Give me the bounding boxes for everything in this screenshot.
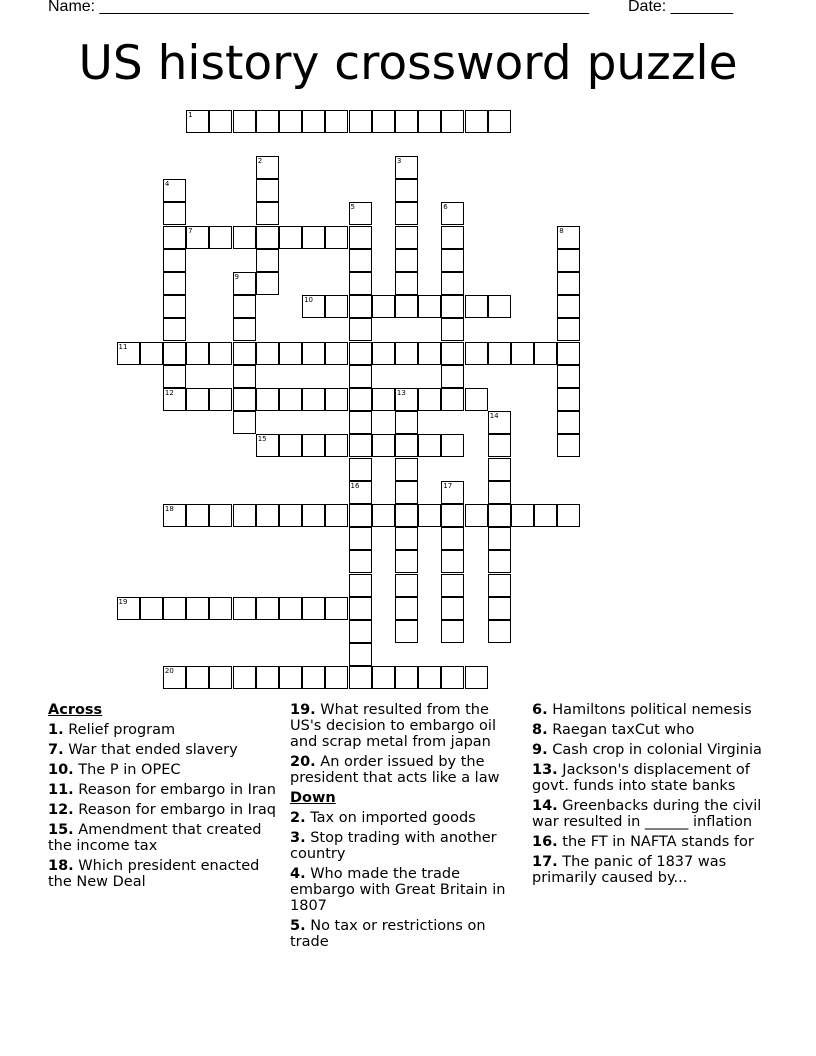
grid-cell[interactable] [302,295,325,318]
grid-cell[interactable] [488,110,511,133]
grid-cell[interactable] [488,295,511,318]
grid-cell[interactable] [186,342,209,365]
clues-column-2 [290,702,520,954]
grid-cell[interactable] [186,110,209,133]
grid-cell[interactable] [441,481,464,504]
grid-cell[interactable] [511,342,534,365]
grid-cell[interactable] [163,179,186,202]
grid-cell[interactable] [302,504,325,527]
grid-cell[interactable] [325,295,348,318]
grid-cell[interactable] [349,574,372,597]
grid-cell[interactable] [441,365,464,388]
grid-cell[interactable] [279,666,302,689]
clues-column-1 [48,702,280,894]
clue-number: 1 [188,110,193,119]
grid-cell[interactable] [465,666,488,689]
grid-cell[interactable] [441,434,464,457]
date-field[interactable]: Date: _______ [628,0,733,15]
grid-cell[interactable] [302,226,325,249]
grid-cell[interactable] [279,388,302,411]
grid-cell[interactable] [325,504,348,527]
grid-cell[interactable] [395,550,418,573]
grid-cell[interactable] [557,295,580,318]
grid-cell[interactable] [256,388,279,411]
clue-number: 17 [443,481,453,490]
grid-cell[interactable] [163,342,186,365]
grid-cell[interactable] [325,434,348,457]
grid-cell[interactable] [163,504,186,527]
clue-across-18: 18. Which president enacted the New Deal [48,858,260,890]
clue-across-1: 1. Relief program [48,722,176,738]
grid-cell[interactable] [372,295,395,318]
grid-cell[interactable] [140,342,163,365]
grid-cell[interactable] [233,272,256,295]
grid-cell[interactable] [372,110,395,133]
grid-cell[interactable] [325,666,348,689]
grid-cell[interactable] [349,249,372,272]
grid-cell[interactable] [441,318,464,341]
grid-cell[interactable] [256,156,279,179]
grid-cell[interactable] [488,411,511,434]
grid-cell[interactable] [395,597,418,620]
grid-cell[interactable] [349,643,372,666]
grid-cell[interactable] [302,342,325,365]
grid-cell[interactable] [488,481,511,504]
grid-cell[interactable] [557,342,580,365]
grid-cell[interactable] [395,481,418,504]
grid-cell[interactable] [186,504,209,527]
clue-number: 9 [234,272,239,281]
grid-cell[interactable] [441,666,464,689]
grid-cell[interactable] [349,110,372,133]
grid-cell[interactable] [349,504,372,527]
grid-cell[interactable] [163,226,186,249]
grid-cell[interactable] [557,504,580,527]
grid-cell[interactable] [325,226,348,249]
grid-cell[interactable] [488,458,511,481]
clue-number: 3 [396,156,402,165]
grid-cell[interactable] [488,597,511,620]
grid-cell[interactable] [233,666,256,689]
grid-cell[interactable] [349,202,372,225]
grid-cell[interactable] [163,272,186,295]
clue-down-9: 9. Cash crop in colonial Virginia [532,742,762,758]
clue-down-5: 5. No tax or restrictions on trade [290,918,486,950]
grid-cell[interactable] [395,458,418,481]
grid-cell[interactable] [233,365,256,388]
grid-cell[interactable] [349,666,372,689]
clue-down-17: 17. The panic of 1837 was primarily caused by... [532,854,727,886]
grid-cell[interactable] [557,365,580,388]
grid-cell[interactable] [488,620,511,643]
grid-cell[interactable] [372,434,395,457]
grid-cell[interactable] [279,504,302,527]
grid-cell[interactable] [209,666,232,689]
clues-column-3 [532,702,772,890]
clue-down-3: 3. Stop trading with another country [290,830,497,862]
clue-number: 15 [257,435,267,444]
grid-cell[interactable] [395,226,418,249]
grid-cell[interactable] [233,411,256,434]
grid-cell[interactable] [557,388,580,411]
clue-number: 8 [559,226,564,235]
clue-across-19: 19. What resulted from the US's decision to embargo oil and scrap metal from japan [290,702,496,750]
grid-cell[interactable] [325,597,348,620]
grid-cell[interactable] [186,388,209,411]
clue-number: 7 [188,226,193,235]
clue-down-6: 6. Hamiltons political nemesis [532,702,752,718]
grid-cell[interactable] [441,110,464,133]
grid-cell[interactable] [488,527,511,550]
clue-across-15: 15. Amendment that created the income tax [48,822,262,854]
grid-cell[interactable] [349,481,372,504]
grid-cell[interactable] [302,110,325,133]
grid-cell[interactable] [256,597,279,620]
clue-number: 6 [443,203,448,212]
clue-down-16: 16. the FT in NAFTA stands for [532,834,754,850]
clue-across-7: 7. War that ended slavery [48,742,238,758]
clue-number: 16 [350,481,360,490]
clue-number: 19 [118,597,128,606]
clue-across-12: 12. Reason for embargo in Iraq [48,802,276,818]
grid-cell[interactable] [395,342,418,365]
grid-cell[interactable] [465,388,488,411]
grid-cell[interactable] [256,272,279,295]
grid-cell[interactable] [349,620,372,643]
grid-cell[interactable] [186,666,209,689]
grid-cell[interactable] [488,504,511,527]
grid-cell[interactable] [209,597,232,620]
grid-cell[interactable] [557,226,580,249]
grid-cell[interactable] [465,504,488,527]
grid-cell[interactable] [163,295,186,318]
down-heading: Down [290,790,336,806]
grid-cell[interactable] [279,342,302,365]
grid-cell[interactable] [395,179,418,202]
clue-down-13: 13. Jackson's displacement of govt. funds into state banks [532,762,750,794]
grid-cell[interactable] [349,318,372,341]
grid-cell[interactable] [372,388,395,411]
grid-cell[interactable] [349,434,372,457]
grid-cell[interactable] [395,388,418,411]
grid-cell[interactable] [441,620,464,643]
grid-cell[interactable] [395,272,418,295]
grid-cell[interactable] [465,342,488,365]
grid-cell[interactable] [557,249,580,272]
grid-cell[interactable] [279,597,302,620]
grid-cell[interactable] [256,249,279,272]
grid-cell[interactable] [441,527,464,550]
clue-across-10: 10. The P in OPEC [48,762,181,778]
grid-cell[interactable] [395,666,418,689]
grid-cell[interactable] [418,388,441,411]
grid-cell[interactable] [395,249,418,272]
grid-cell[interactable] [325,388,348,411]
grid-cell[interactable] [441,295,464,318]
grid-cell[interactable] [279,226,302,249]
grid-cell[interactable] [233,342,256,365]
grid-cell[interactable] [349,365,372,388]
grid-cell[interactable] [256,202,279,225]
grid-cell[interactable] [395,202,418,225]
grid-cell[interactable] [163,666,186,689]
grid-cell[interactable] [395,295,418,318]
grid-cell[interactable] [418,295,441,318]
grid-cell[interactable] [395,110,418,133]
grid-cell[interactable] [557,434,580,457]
grid-cell[interactable] [395,411,418,434]
grid-cell[interactable] [395,620,418,643]
grid-cell[interactable] [441,226,464,249]
grid-cell[interactable] [233,110,256,133]
grid-cell[interactable] [163,249,186,272]
clue-number: 12 [164,388,174,397]
grid-cell[interactable] [163,318,186,341]
grid-cell[interactable] [279,110,302,133]
grid-cell[interactable] [557,318,580,341]
grid-cell[interactable] [256,504,279,527]
grid-cell[interactable] [349,527,372,550]
grid-cell[interactable] [325,342,348,365]
clue-across-20: 20. An order issued by the president that acts like a law [290,754,500,786]
grid-cell[interactable] [256,179,279,202]
grid-cell[interactable] [209,110,232,133]
grid-cell[interactable] [349,295,372,318]
grid-cell[interactable] [117,597,140,620]
clue-number: 11 [118,342,128,351]
grid-cell[interactable] [395,504,418,527]
grid-cell[interactable] [163,597,186,620]
grid-cell[interactable] [534,342,557,365]
clue-down-14: 14. Greenbacks during the civil war resulted in ______ inflation [532,798,762,830]
grid-cell[interactable] [418,110,441,133]
grid-cell[interactable] [233,388,256,411]
grid-cell[interactable] [302,434,325,457]
grid-cell[interactable] [441,550,464,573]
clue-down-4: 4. Who made the trade embargo with Great Britain in 1807 [290,866,506,914]
grid-cell[interactable] [256,434,279,457]
grid-cell[interactable] [511,504,534,527]
grid-cell[interactable] [557,272,580,295]
grid-cell[interactable] [395,527,418,550]
grid-cell[interactable] [441,272,464,295]
grid-cell[interactable] [488,342,511,365]
grid-cell[interactable] [302,597,325,620]
grid-cell[interactable] [256,666,279,689]
grid-cell[interactable] [418,434,441,457]
grid-cell[interactable] [209,226,232,249]
grid-cell[interactable] [140,597,163,620]
grid-cell[interactable] [441,504,464,527]
across-heading: Across [48,702,103,718]
grid-cell[interactable] [534,504,557,527]
grid-cell[interactable] [372,342,395,365]
grid-cell[interactable] [441,574,464,597]
clue-down-8: 8. Raegan taxCut who [532,722,695,738]
grid-cell[interactable] [349,272,372,295]
grid-cell[interactable] [465,110,488,133]
clue-number: 10 [304,296,314,305]
clue-number: 5 [350,203,355,212]
grid-cell[interactable] [279,434,302,457]
grid-cell[interactable] [441,342,464,365]
grid-cell[interactable] [488,434,511,457]
grid-cell[interactable] [349,550,372,573]
grid-cell[interactable] [349,226,372,249]
grid-cell[interactable] [349,388,372,411]
clue-across-11: 11. Reason for embargo in Iran [48,782,276,798]
clue-number: 14 [489,412,499,421]
grid-cell[interactable] [441,249,464,272]
name-field[interactable]: Name: _______________________________________________________ [48,0,589,15]
grid-cell[interactable] [418,666,441,689]
grid-cell[interactable] [256,110,279,133]
clue-number: 4 [164,180,170,189]
grid-cell[interactable] [209,388,232,411]
grid-cell[interactable] [418,504,441,527]
grid-cell[interactable] [372,504,395,527]
grid-cell[interactable] [209,342,232,365]
clue-number: 18 [164,504,174,513]
grid-cell[interactable] [233,318,256,341]
grid-cell[interactable] [117,342,140,365]
clue-number: 13 [396,388,406,397]
grid-cell[interactable] [256,342,279,365]
grid-cell[interactable] [349,411,372,434]
clue-number: 2 [257,156,263,165]
grid-cell[interactable] [325,110,348,133]
grid-cell[interactable] [395,574,418,597]
grid-cell[interactable] [233,226,256,249]
grid-cell[interactable] [395,156,418,179]
clue-number: 20 [164,667,174,676]
grid-cell[interactable] [372,666,395,689]
grid-cell[interactable] [186,597,209,620]
grid-cell[interactable] [163,202,186,225]
grid-cell[interactable] [441,597,464,620]
grid-cell[interactable] [209,504,232,527]
grid-cell[interactable] [465,295,488,318]
grid-cell[interactable] [256,226,279,249]
grid-cell[interactable] [557,411,580,434]
grid-cell[interactable] [441,202,464,225]
grid-cell[interactable] [349,458,372,481]
grid-cell[interactable] [418,342,441,365]
grid-cell[interactable] [163,365,186,388]
grid-cell[interactable] [163,388,186,411]
grid-cell[interactable] [488,550,511,573]
clue-down-2: 2. Tax on imported goods [290,810,476,826]
grid-cell[interactable] [441,388,464,411]
page-title: US history crossword puzzle [78,36,738,91]
grid-cell[interactable] [186,226,209,249]
grid-cell[interactable] [349,597,372,620]
grid-cell[interactable] [349,342,372,365]
grid-cell[interactable] [233,295,256,318]
grid-cell[interactable] [395,434,418,457]
grid-cell[interactable] [302,388,325,411]
grid-cell[interactable] [233,504,256,527]
grid-cell[interactable] [488,574,511,597]
grid-cell[interactable] [233,597,256,620]
grid-cell[interactable] [302,666,325,689]
